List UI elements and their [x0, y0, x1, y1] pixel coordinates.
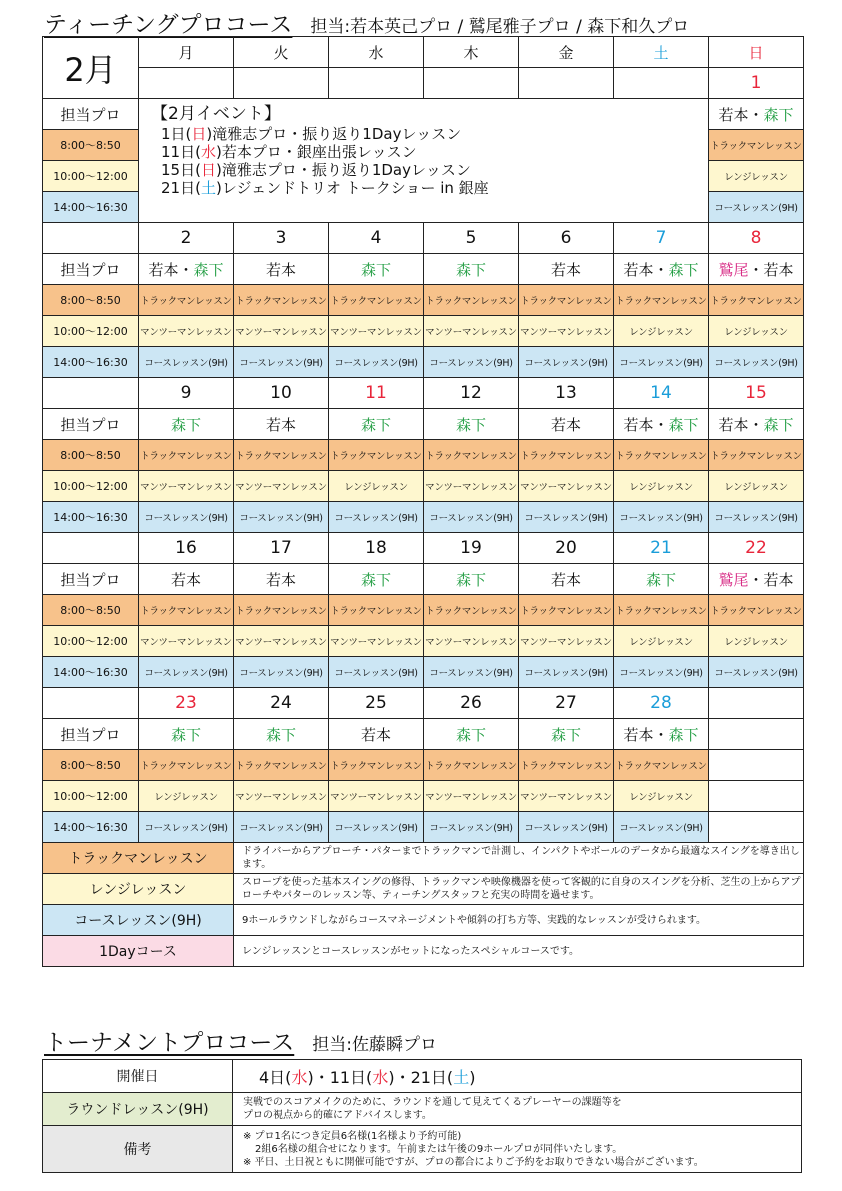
weekday-tue: 火	[234, 37, 329, 68]
time-slot: 14:00～16:30	[43, 502, 139, 533]
lesson-cell: コースレッスン(9H)	[519, 657, 614, 688]
event-date: 15日(	[161, 161, 201, 179]
event-box	[139, 99, 709, 223]
pro-wakamoto: 若本・	[623, 415, 669, 434]
day-number: 16	[139, 533, 234, 564]
lesson-cell: コースレッスン(9H)	[424, 347, 519, 378]
tournament-course-staff: 担当:佐藤瞬プロ	[312, 1035, 437, 1055]
event-line	[151, 125, 708, 143]
time-slot: 14:00～16:30	[43, 657, 139, 688]
empty-day	[519, 68, 614, 99]
lesson-cell: コースレッスン(9H)	[614, 347, 709, 378]
pro-wakamoto: 若本・	[148, 260, 194, 279]
pro-label: 担当プロ	[43, 409, 139, 440]
lesson-cell: トラックマンレッスン	[329, 285, 424, 316]
round-lesson-desc	[233, 1093, 802, 1126]
teaching-course-header	[44, 6, 689, 39]
pro-cell	[519, 719, 614, 750]
lesson-cell: コースレッスン(9H)	[139, 502, 234, 533]
lesson-cell: コースレッスン(9H)	[329, 657, 424, 688]
day-number: 24	[234, 688, 329, 719]
pro-cell	[139, 254, 234, 285]
lesson-cell: トラックマンレッスン	[709, 595, 804, 626]
time-slot: 8:00～8:50	[43, 130, 139, 161]
lesson-cell: トラックマンレッスン	[234, 285, 329, 316]
pro-cell	[709, 564, 804, 595]
lesson-cell: トラックマンレッスン	[519, 750, 614, 781]
lesson-cell: トラックマンレッスン	[614, 750, 709, 781]
lesson-cell: コースレッスン(9H)	[329, 502, 424, 533]
lesson-cell: トラックマンレッスン	[614, 285, 709, 316]
note-line: ※ プロ1名につき定員6名様(1名様より予約可能)	[243, 1130, 462, 1142]
pro-cell	[614, 719, 709, 750]
time-slot: 8:00～8:50	[43, 595, 139, 626]
day-number: 27	[519, 688, 614, 719]
pro-morishita: 森下	[265, 725, 296, 744]
lesson-cell: トラックマンレッスン	[519, 595, 614, 626]
pro-wakamoto: ・若本	[748, 260, 794, 279]
day-number: 8	[709, 223, 804, 254]
date-part: 4日(	[259, 1067, 292, 1087]
date-part: )・11日(	[307, 1067, 373, 1087]
lesson-cell: マンツーマンレッスン	[139, 471, 234, 502]
weekday-sun: 日	[709, 37, 804, 68]
weekday-thu: 木	[424, 37, 519, 68]
lesson-cell: レンジレッスン	[614, 471, 709, 502]
pro-morishita: 森下	[170, 415, 201, 434]
legend-name: コースレッスン(9H)	[43, 905, 234, 936]
empty-cell	[709, 781, 804, 812]
pro-wakamoto: 若本	[265, 415, 296, 434]
date-label: 開催日	[43, 1060, 233, 1093]
day-number: 6	[519, 223, 614, 254]
day-number: 25	[329, 688, 424, 719]
lesson-cell: コースレッスン(9H)	[519, 812, 614, 843]
pro-cell	[519, 564, 614, 595]
empty-cell	[43, 533, 139, 564]
time-slot: 14:00～16:30	[43, 192, 139, 223]
pro-cell	[139, 719, 234, 750]
pro-cell	[424, 409, 519, 440]
day-number: 23	[139, 688, 234, 719]
pro-cell	[709, 719, 804, 750]
time-slot: 10:00～12:00	[43, 471, 139, 502]
lesson-cell: マンツーマンレッスン	[234, 626, 329, 657]
event-date: 1日(	[161, 125, 192, 143]
event-text: 滝雅志プロ・振り返り1Dayレッスン	[212, 125, 462, 143]
lesson-cell: マンツーマンレッスン	[424, 626, 519, 657]
pro-morishita: 森下	[455, 260, 486, 279]
empty-cell	[709, 750, 804, 781]
time-slot: 10:00～12:00	[43, 626, 139, 657]
day-number: 17	[234, 533, 329, 564]
pro-morishita: 森下	[550, 725, 581, 744]
empty-day	[614, 68, 709, 99]
day-number: 4	[329, 223, 424, 254]
lesson-cell: トラックマンレッスン	[519, 440, 614, 471]
legend-desc: スロープを使った基本スイングの修得、トラックマンや映像機器を使って客観的に自身のスイングを分析、芝生の上からアプローチやパターのレッスン等、ティーチングスタッフと充実の時間を過せます。	[234, 874, 804, 905]
lesson-cell: トラックマンレッスン	[424, 440, 519, 471]
pro-morishita: 森下	[360, 415, 391, 434]
pro-morishita: 森下	[455, 415, 486, 434]
pro-morishita: 森下	[668, 725, 699, 744]
pro-label: 担当プロ	[43, 719, 139, 750]
round-lesson-label: ラウンドレッスン(9H)	[43, 1093, 233, 1126]
legend-desc: 9ホールラウンドしながらコースマネージメントや傾斜の打ち方等、実践的なレッスンが受けられます。	[234, 905, 804, 936]
lesson-cell: コースレッスン(9H)	[329, 812, 424, 843]
pro-wakamoto: 若本・	[623, 260, 669, 279]
pro-cell	[329, 409, 424, 440]
notes-label: 備考	[43, 1126, 233, 1173]
pro-cell	[614, 409, 709, 440]
legend-desc: レンジレッスンとコースレッスンがセットになったスペシャルコースです。	[234, 936, 804, 967]
lesson-cell: マンツーマンレッスン	[329, 781, 424, 812]
event-text: 若本プロ・銀座出張レッスン	[221, 143, 417, 161]
pro-morishita: 森下	[360, 260, 391, 279]
weekday-fri: 金	[519, 37, 614, 68]
legend-desc: ドライバーからアプローチ・パターまでトラックマンで計測し、インパクトやボールのデータから最適なスイングを導き出します。	[234, 843, 804, 874]
pro-morishita: 森下	[668, 415, 699, 434]
event-text: レジェンドトリオ トークショー in 銀座	[221, 179, 489, 197]
date-part: )	[469, 1067, 476, 1087]
pro-cell	[234, 719, 329, 750]
lesson-cell: トラックマンレッスン	[234, 440, 329, 471]
lesson-cell: コースレッスン(9H)	[234, 347, 329, 378]
lesson-cell: マンツーマンレッスン	[519, 781, 614, 812]
lesson-cell: レンジレッスン	[614, 626, 709, 657]
pro-morishita: 森下	[763, 415, 794, 434]
pro-cell	[424, 719, 519, 750]
day-number: 3	[234, 223, 329, 254]
lesson-cell: トラックマンレッスン	[709, 130, 804, 161]
lesson-cell: コースレッスン(9H)	[234, 812, 329, 843]
date-weekday: 水	[291, 1067, 308, 1087]
pro-wakamoto: 若本	[550, 260, 581, 279]
day-number: 14	[614, 378, 709, 409]
pro-cell	[614, 564, 709, 595]
day-number: 2	[139, 223, 234, 254]
lesson-cell: トラックマンレッスン	[139, 595, 234, 626]
lesson-cell: トラックマンレッスン	[614, 595, 709, 626]
event-weekday: 水	[200, 143, 216, 161]
empty-day	[234, 68, 329, 99]
lesson-cell: トラックマンレッスン	[329, 595, 424, 626]
lesson-cell: コースレッスン(9H)	[234, 502, 329, 533]
time-slot: 10:00～12:00	[43, 781, 139, 812]
lesson-cell: マンツーマンレッスン	[519, 316, 614, 347]
pro-wakamoto: 若本	[265, 570, 296, 589]
lesson-cell: トラックマンレッスン	[139, 750, 234, 781]
time-slot: 8:00～8:50	[43, 285, 139, 316]
pro-wakamoto: ・若本	[748, 570, 794, 589]
legend-name: トラックマンレッスン	[43, 843, 234, 874]
lesson-cell: レンジレッスン	[139, 781, 234, 812]
lesson-cell: トラックマンレッスン	[614, 440, 709, 471]
pro-cell	[329, 719, 424, 750]
event-date: 11日(	[161, 143, 201, 161]
pro-cell	[519, 254, 614, 285]
pro-morishita: 森下	[170, 725, 201, 744]
tournament-table	[42, 1059, 802, 1173]
lesson-cell: マンツーマンレッスン	[139, 626, 234, 657]
lesson-cell: トラックマンレッスン	[139, 440, 234, 471]
weekday-mon: 月	[139, 37, 234, 68]
empty-day	[424, 68, 519, 99]
lesson-cell: トラックマンレッスン	[234, 750, 329, 781]
pro-cell	[234, 564, 329, 595]
pro-cell	[234, 409, 329, 440]
pro-morishita: 森下	[455, 570, 486, 589]
lesson-cell: トラックマンレッスン	[329, 440, 424, 471]
lesson-cell: トラックマンレッスン	[424, 285, 519, 316]
pro-cell	[709, 409, 804, 440]
pro-morishita: 森下	[193, 260, 224, 279]
day-number: 22	[709, 533, 804, 564]
lesson-cell: レンジレッスン	[614, 781, 709, 812]
empty-cell	[709, 812, 804, 843]
lesson-cell: トラックマンレッスン	[709, 285, 804, 316]
time-slot: 14:00～16:30	[43, 347, 139, 378]
event-date-end: )	[215, 161, 222, 179]
notes-desc	[233, 1126, 802, 1173]
pro-cell	[234, 254, 329, 285]
pro-cell	[139, 564, 234, 595]
lesson-cell: コースレッスン(9H)	[614, 502, 709, 533]
empty-cell	[43, 378, 139, 409]
lesson-cell: コースレッスン(9H)	[424, 502, 519, 533]
lesson-cell: コースレッスン(9H)	[709, 657, 804, 688]
day-number: 26	[424, 688, 519, 719]
teaching-calendar	[42, 36, 804, 967]
day-number: 9	[139, 378, 234, 409]
time-slot: 10:00～12:00	[43, 161, 139, 192]
event-line	[151, 143, 708, 161]
lesson-cell: コースレッスン(9H)	[519, 347, 614, 378]
event-weekday: 日	[200, 161, 216, 179]
lesson-cell: マンツーマンレッスン	[519, 626, 614, 657]
day-number: 1	[709, 68, 804, 99]
lesson-cell: コースレッスン(9H)	[614, 657, 709, 688]
round-desc-line: プロの視点から的確にアドバイスします。	[243, 1110, 432, 1121]
event-date-end: )	[215, 179, 222, 197]
date-weekday: 土	[453, 1067, 470, 1087]
lesson-cell: コースレッスン(9H)	[709, 192, 804, 223]
pro-cell	[424, 254, 519, 285]
pro-morishita: 森下	[668, 260, 699, 279]
tournament-course-header	[44, 1024, 437, 1057]
lesson-cell: トラックマンレッスン	[234, 595, 329, 626]
lesson-cell: マンツーマンレッスン	[424, 471, 519, 502]
pro-label: 担当プロ	[43, 564, 139, 595]
tournament-course-title: トーナメントプロコース	[44, 1030, 295, 1056]
lesson-cell: コースレッスン(9H)	[424, 657, 519, 688]
pro-wakamoto: 若本	[265, 260, 296, 279]
pro-cell	[614, 254, 709, 285]
lesson-cell: レンジレッスン	[709, 316, 804, 347]
day-number: 15	[709, 378, 804, 409]
pro-wakamoto: 若本	[360, 725, 391, 744]
pro-cell	[709, 254, 804, 285]
lesson-cell: コースレッスン(9H)	[709, 347, 804, 378]
pro-wakamoto: 若本・	[623, 725, 669, 744]
note-line: ※ 平日、土日祝ともに開催可能ですが、プロの都合によりご予約をお取りできない場合がございます。	[243, 1156, 704, 1168]
day-number: 20	[519, 533, 614, 564]
lesson-cell: マンツーマンレッスン	[234, 781, 329, 812]
lesson-cell: トラックマンレッスン	[139, 285, 234, 316]
lesson-cell: マンツーマンレッスン	[519, 471, 614, 502]
pro-morishita: 森下	[645, 570, 676, 589]
month-label: 2月	[43, 37, 139, 99]
lesson-cell: コースレッスン(9H)	[234, 657, 329, 688]
day-number: 28	[614, 688, 709, 719]
day-number: 18	[329, 533, 424, 564]
time-slot: 14:00～16:30	[43, 812, 139, 843]
empty-day	[329, 68, 424, 99]
legend-name: レンジレッスン	[43, 874, 234, 905]
day-number: 10	[234, 378, 329, 409]
pro-morishita: 森下	[763, 105, 794, 124]
lesson-cell: マンツーマンレッスン	[424, 781, 519, 812]
lesson-cell: マンツーマンレッスン	[139, 316, 234, 347]
pro-wakamoto: 若本	[550, 570, 581, 589]
lesson-cell: トラックマンレッスン	[424, 750, 519, 781]
pro-washio: 鷲尾	[718, 570, 749, 589]
lesson-cell: レンジレッスン	[614, 316, 709, 347]
pro-cell	[329, 564, 424, 595]
lesson-cell: コースレッスン(9H)	[424, 812, 519, 843]
pro-wakamoto: 若本・	[718, 105, 764, 124]
lesson-cell: トラックマンレッスン	[709, 440, 804, 471]
event-date-end: )	[215, 143, 222, 161]
pro-cell	[519, 409, 614, 440]
day-number: 7	[614, 223, 709, 254]
event-weekday: 土	[200, 179, 216, 197]
lesson-cell: トラックマンレッスン	[424, 595, 519, 626]
weekday-sat: 土	[614, 37, 709, 68]
event-date-end: )	[206, 125, 213, 143]
empty-cell	[43, 223, 139, 254]
day-number: 12	[424, 378, 519, 409]
lesson-cell: マンツーマンレッスン	[424, 316, 519, 347]
pro-cell	[329, 254, 424, 285]
event-weekday: 日	[191, 125, 207, 143]
day-number: 19	[424, 533, 519, 564]
empty-cell	[43, 688, 139, 719]
pro-wakamoto: 若本・	[718, 415, 764, 434]
time-slot: 10:00～12:00	[43, 316, 139, 347]
day-number: 11	[329, 378, 424, 409]
pro-cell	[139, 409, 234, 440]
lesson-cell: レンジレッスン	[709, 471, 804, 502]
date-weekday: 水	[372, 1067, 389, 1087]
lesson-cell: トラックマンレッスン	[329, 750, 424, 781]
lesson-cell: コースレッスン(9H)	[614, 812, 709, 843]
lesson-cell: マンツーマンレッスン	[234, 316, 329, 347]
event-title: 【2月イベント】	[151, 104, 281, 124]
day-number: 21	[614, 533, 709, 564]
legend-name: 1Dayコース	[43, 936, 234, 967]
lesson-cell: マンツーマンレッスン	[329, 316, 424, 347]
lesson-cell: マンツーマンレッスン	[329, 626, 424, 657]
day-number: 13	[519, 378, 614, 409]
lesson-cell: トラックマンレッスン	[519, 285, 614, 316]
day-number: 5	[424, 223, 519, 254]
lesson-cell: レンジレッスン	[329, 471, 424, 502]
pro-cell	[424, 564, 519, 595]
lesson-cell: コースレッスン(9H)	[139, 347, 234, 378]
teaching-course-staff: 担当:若本英己プロ / 鷲尾雅子プロ / 森下和久プロ	[310, 17, 690, 37]
empty-day	[139, 68, 234, 99]
event-date: 21日(	[161, 179, 201, 197]
lesson-cell: コースレッスン(9H)	[139, 812, 234, 843]
pro-wakamoto: 若本	[170, 570, 201, 589]
pro-morishita: 森下	[360, 570, 391, 589]
pro-wakamoto: 若本	[550, 415, 581, 434]
lesson-cell: マンツーマンレッスン	[234, 471, 329, 502]
event-line	[151, 179, 708, 197]
pro-cell	[709, 99, 804, 130]
lesson-cell: レンジレッスン	[709, 626, 804, 657]
time-slot: 8:00～8:50	[43, 440, 139, 471]
lesson-cell: コースレッスン(9H)	[519, 502, 614, 533]
day-number	[709, 688, 804, 719]
round-desc-line: 実戦でのスコアメイクのために、ラウンドを通して見えてくるプレーヤーの課題等を	[243, 1097, 622, 1108]
pro-morishita: 森下	[455, 725, 486, 744]
teaching-course-title: ティーチングプロコース	[44, 12, 293, 38]
weekday-wed: 水	[329, 37, 424, 68]
pro-label: 担当プロ	[43, 254, 139, 285]
event-line	[151, 161, 708, 179]
lesson-cell: コースレッスン(9H)	[139, 657, 234, 688]
time-slot: 8:00～8:50	[43, 750, 139, 781]
lesson-cell: コースレッスン(9H)	[329, 347, 424, 378]
lesson-cell: レンジレッスン	[709, 161, 804, 192]
pro-label: 担当プロ	[43, 99, 139, 130]
date-part: )・21日(	[388, 1067, 454, 1087]
lesson-cell: コースレッスン(9H)	[709, 502, 804, 533]
note-line: 2組6名様の組合せになります。午前または午後の9ホールプロが同伴いたします。	[255, 1143, 623, 1155]
pro-washio: 鷲尾	[718, 260, 749, 279]
event-text: 滝雅志プロ・振り返り1Dayレッスン	[221, 161, 471, 179]
event-dates	[233, 1060, 802, 1093]
